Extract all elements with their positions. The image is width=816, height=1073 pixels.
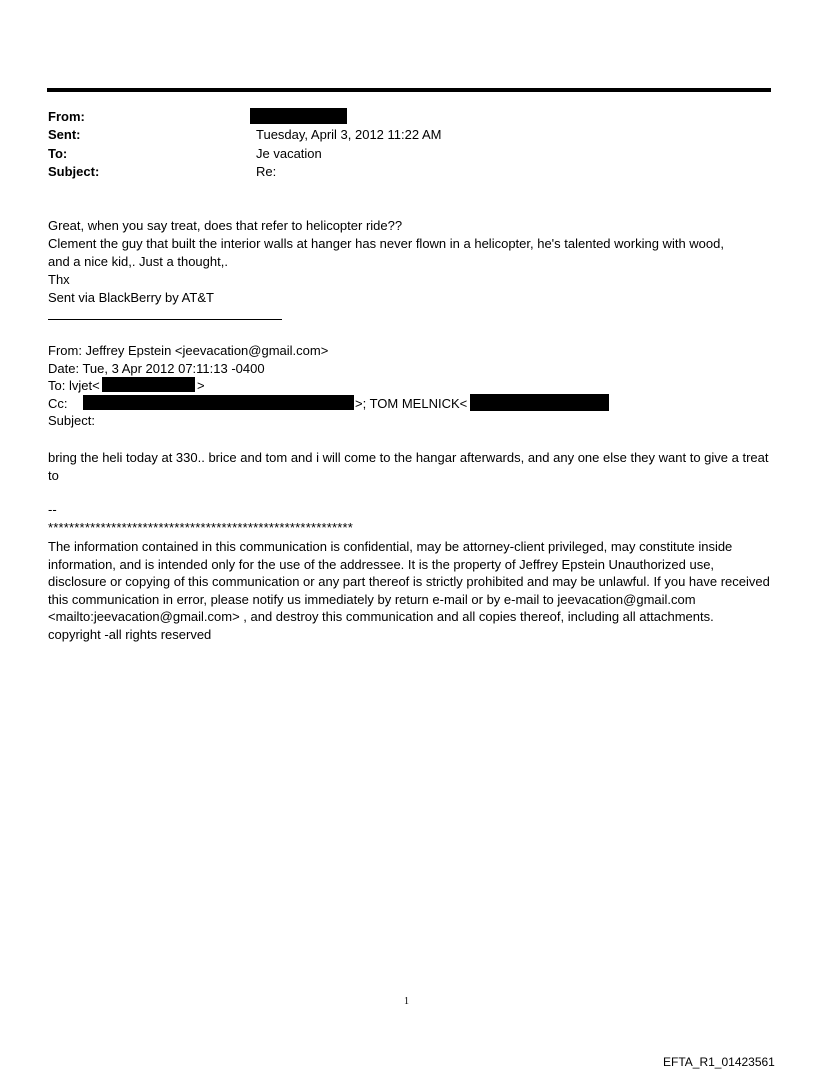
reply-line-1: Great, when you say treat, does that refer to helicopter ride??	[48, 218, 403, 233]
from-label: From:	[48, 109, 85, 124]
quoted-cc-prefix: Cc:	[48, 396, 68, 411]
to-label: To:	[48, 146, 68, 161]
quoted-date: Date: Tue, 3 Apr 2012 07:11:13 -0400	[48, 361, 265, 376]
quoted-body: bring the heli today at 330.. brice and tom and i will come to the hangar afterwards, and any one else they want to give a treat to	[48, 450, 769, 483]
confidentiality-disclaimer: The information contained in this communication is confidential, may be attorney-client privileged, may constitute inside information, and is intended only for the use of the addressee. It is the property of Jeffrey Epstein Unauthorized use, disclosure or copying of this communication or any part thereof is strictly prohibited and may be unlawful. If you have received this communication in error, please notify us immediately by return e-mail or by e-mail to jeevacation@gmail.com <mailto:jeevacation@gmail.com> , and destroy this communication and all copies thereof, including all attachments. copyright -all rights reserved	[48, 539, 770, 642]
sent-label: Sent:	[48, 127, 81, 142]
page-number: 1	[404, 996, 409, 1007]
redacted-from-value	[250, 108, 347, 124]
quoted-cc-middle: >; TOM MELNICK<	[355, 396, 468, 411]
reply-line-2: Clement the guy that built the interior walls at hanger has never flown in a helicopter, he's talented working with wood,	[48, 236, 724, 251]
quoted-to-suffix: >	[197, 378, 205, 393]
redacted-melnick-address	[470, 394, 609, 411]
quoted-from: From: Jeffrey Epstein <jeevacation@gmail.com>	[48, 343, 329, 358]
reply-signature: Sent via BlackBerry by AT&T	[48, 290, 214, 305]
signature-dashes: --	[48, 502, 57, 517]
subject-label: Subject:	[48, 164, 100, 179]
to-value: Je vacation	[256, 146, 322, 161]
redacted-cc-address	[83, 395, 354, 410]
quoted-to-prefix: To: lvjet<	[48, 378, 100, 393]
asterisk-divider: **********************************************************	[48, 520, 354, 535]
header-rule	[47, 88, 771, 92]
reply-line-4: Thx	[48, 272, 70, 287]
redacted-to-address	[102, 377, 195, 392]
subject-value: Re:	[256, 164, 277, 179]
document-id: EFTA_R1_01423561	[663, 1055, 775, 1069]
reply-line-3: and a nice kid,. Just a thought,.	[48, 254, 228, 269]
quoted-subject: Subject:	[48, 413, 95, 428]
sent-value: Tuesday, April 3, 2012 11:22 AM	[256, 127, 442, 142]
quote-separator	[48, 319, 282, 320]
